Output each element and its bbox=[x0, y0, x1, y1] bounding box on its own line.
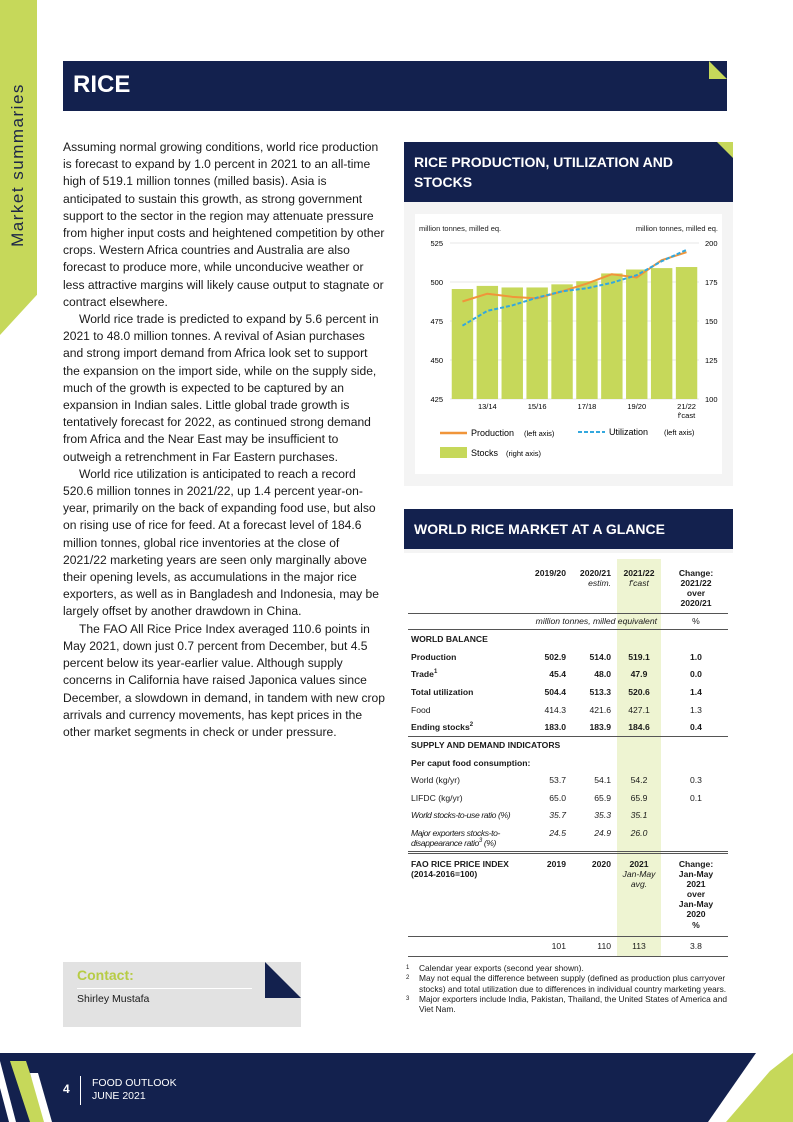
col-header-change: Change: bbox=[678, 568, 714, 578]
cell: 65.0 bbox=[549, 793, 566, 803]
col-header-2019: 2019/20 bbox=[534, 568, 566, 578]
bar-stocks bbox=[601, 273, 622, 399]
paragraph: Assuming normal growing conditions, world rice production is forecast to expand by 1.0 percent in 2021 to an all-time high of 519.1 million tonnes (milled basis). Asia is anticipated to sustain this growth, as strong government support to the sector in the region may attenuate pressure from higher input costs and heightened competition by other crops. Western Africa countries and Australia are also forecast to produce more, while unconducive weather or less attractive margins will likely cause output to stagnate or contract elsewhere. bbox=[63, 140, 385, 309]
left-tick-label: 475 bbox=[430, 317, 443, 326]
section-world-balance: WORLD BALANCE bbox=[411, 634, 488, 644]
cell: 54.2 bbox=[630, 775, 648, 785]
cell: 53.7 bbox=[549, 775, 566, 785]
left-tick-label: 450 bbox=[430, 356, 443, 365]
legend-stocks-swatch bbox=[440, 447, 467, 458]
table-title: WORLD RICE MARKET AT A GLANCE bbox=[414, 521, 665, 537]
footnotes bbox=[404, 963, 729, 1014]
cell: 1.3 bbox=[690, 705, 702, 715]
page-title: RICE bbox=[73, 71, 131, 98]
chart-panel bbox=[404, 142, 733, 486]
unit-pct: % bbox=[692, 616, 700, 626]
pi-change-l7: % bbox=[692, 920, 700, 930]
contact-heading: Contact: bbox=[77, 967, 134, 983]
bar-stocks bbox=[452, 289, 473, 399]
legend-stocks-axis: (right axis) bbox=[506, 449, 542, 458]
left-tick-label: 425 bbox=[430, 395, 443, 404]
bar-stocks bbox=[651, 268, 672, 399]
cell: 0.3 bbox=[690, 775, 702, 785]
table-panel bbox=[404, 509, 733, 1037]
publication-info bbox=[92, 1077, 177, 1103]
row-label: Food bbox=[411, 705, 431, 715]
bar-stocks bbox=[526, 287, 547, 399]
cell: 1.4 bbox=[690, 687, 702, 697]
paragraph: The FAO All Rice Price Index averaged 110.6 points in May 2021, down just 0.7 percent from December, but 4.5 percent below its year-earlier value. Although supply concerns in California have raised Japonica values since December, a slowdown in demand, in tandem with new crop arrivals and currency movements, has kept prices in the other market segments in check or under pressure. bbox=[63, 621, 385, 739]
cell: 35.1 bbox=[630, 810, 648, 820]
bar-stocks bbox=[477, 286, 498, 399]
pi-change: Change: bbox=[678, 859, 714, 869]
legend-utilization-axis: (left axis) bbox=[664, 428, 695, 437]
contact-box bbox=[63, 962, 301, 1027]
body-text bbox=[63, 139, 385, 741]
col-header-2020: 2020/21 bbox=[579, 568, 611, 578]
cell: 65.9 bbox=[594, 793, 611, 803]
legend-production-axis: (left axis) bbox=[524, 429, 555, 438]
right-tick-label: 150 bbox=[705, 317, 718, 326]
cell: 3.8 bbox=[690, 941, 702, 951]
cell: 502.9 bbox=[544, 652, 566, 662]
left-tick-label: 525 bbox=[430, 239, 443, 248]
left-tick-label: 500 bbox=[430, 278, 443, 287]
cell: 26.0 bbox=[630, 828, 648, 838]
cell: 45.4 bbox=[549, 669, 566, 679]
cell: 519.1 bbox=[628, 652, 650, 662]
right-tick-label: 200 bbox=[705, 239, 718, 248]
x-tick-label: 15/16 bbox=[527, 402, 547, 411]
col-header-2021: 2021/22 bbox=[623, 568, 655, 578]
pi-col-2021-sub2: avg. bbox=[630, 879, 648, 889]
col-header-change-l4: 2020/21 bbox=[680, 598, 712, 608]
cell: 54.1 bbox=[594, 775, 611, 785]
divider bbox=[77, 988, 252, 989]
pi-change-l3: 2021 bbox=[686, 879, 706, 889]
pi-col-2020: 2020 bbox=[591, 859, 611, 869]
cell: 514.0 bbox=[589, 652, 611, 662]
rice-chart bbox=[415, 214, 722, 474]
x-tick-label: 13/14 bbox=[477, 402, 497, 411]
pi-col-2019: 2019 bbox=[546, 859, 566, 869]
publication-title: FOOD OUTLOOK bbox=[92, 1077, 177, 1089]
pi-col-2021-sub: Jan-May bbox=[622, 869, 656, 879]
x-tick-label: 21/22 bbox=[677, 402, 696, 411]
publication-date: JUNE 2021 bbox=[92, 1090, 146, 1102]
bar-stocks bbox=[626, 270, 647, 399]
row-label: World stocks-to-use ratio (%) bbox=[411, 810, 511, 820]
pi-change-l4: over bbox=[686, 889, 706, 899]
col-subheader-fcast: f'cast bbox=[629, 578, 649, 588]
page-number: 4 bbox=[63, 1082, 70, 1096]
row-label: LIFDC (kg/yr) bbox=[411, 793, 463, 803]
bar-stocks bbox=[676, 267, 697, 399]
title-bar bbox=[63, 61, 727, 111]
chart-title: RICE PRODUCTION, UTILIZATION AND STOCKS bbox=[414, 154, 673, 190]
row-label-cont: disappearance ratio$^3$ (%) bbox=[411, 838, 496, 848]
cell: 35.7 bbox=[549, 810, 566, 820]
panel-corner-accent bbox=[717, 142, 733, 158]
pi-change-l5: Jan-May bbox=[678, 899, 714, 909]
row-label: Trade$^1$ bbox=[411, 669, 438, 679]
right-tick-label: 175 bbox=[705, 278, 718, 287]
divider bbox=[408, 956, 728, 957]
cell: 427.1 bbox=[628, 705, 650, 715]
left-axis-label: million tonnes, milled eq. bbox=[419, 224, 502, 233]
cell: 520.6 bbox=[628, 687, 650, 697]
col-header-change-l2: 2021/22 bbox=[680, 578, 712, 588]
bar-stocks bbox=[551, 284, 572, 399]
cell: 1.0 bbox=[690, 652, 702, 662]
paragraph: World rice utilization is anticipated to reach a record 520.6 million tonnes in 2021/22, up 1.4 percent year-on-year, primarily on the back of expanding food use, but also on rising use of rice for feed. At a forecast level of 184.6 million tonnes, global rice inventories at the close of 2021/22 marketing years are seen only marginally above their opening levels, as accumulations in the major rice exporters, as well as in Bangladesh and Indonesia, may be largely offset by another drawdown in China. bbox=[63, 466, 379, 619]
cell: 0.1 bbox=[690, 793, 702, 803]
footer-separator bbox=[80, 1076, 81, 1105]
price-index-label: FAO RICE PRICE INDEX bbox=[411, 859, 509, 869]
cell: 414.3 bbox=[544, 705, 566, 715]
pi-change-l6: 2020 bbox=[686, 909, 706, 919]
contact-name: Shirley Mustafa bbox=[77, 993, 150, 1005]
cell: 0.4 bbox=[690, 722, 702, 732]
row-label: Total utilization bbox=[411, 687, 474, 697]
table-panel-title bbox=[404, 509, 733, 549]
price-index-base: (2014-2016=100) bbox=[411, 869, 478, 879]
cell: 47.9 bbox=[630, 669, 648, 679]
footnote: 1 Calendar year exports (second year shown). bbox=[406, 963, 584, 973]
legend-stocks-label: Stocks bbox=[471, 448, 499, 458]
legend-production-label: Production bbox=[471, 428, 515, 438]
right-tick-label: 100 bbox=[705, 395, 718, 404]
row-label: Production bbox=[411, 652, 457, 662]
pi-col-2021: 2021 bbox=[629, 859, 649, 869]
chart-panel-title bbox=[404, 142, 733, 202]
cell: 0.0 bbox=[690, 669, 702, 679]
section-per-caput: Per caput food consumption: bbox=[411, 758, 531, 768]
chart-area bbox=[415, 214, 722, 474]
cell: 513.3 bbox=[589, 687, 611, 697]
cell: 24.9 bbox=[594, 828, 611, 838]
cell: 48.0 bbox=[594, 669, 611, 679]
col-subheader-estim: estim. bbox=[588, 578, 611, 588]
row-label: World (kg/yr) bbox=[411, 775, 461, 785]
cell: 113 bbox=[632, 941, 646, 951]
cell: 421.6 bbox=[589, 705, 611, 715]
cell: 35.3 bbox=[594, 810, 611, 820]
cell: 183.0 bbox=[544, 722, 566, 732]
row-label: Ending stocks$^2$ bbox=[411, 722, 474, 732]
unit-label: million tonnes, milled equivalent bbox=[535, 616, 657, 626]
pi-change-l2: Jan-May bbox=[678, 869, 714, 879]
section-indicators: SUPPLY AND DEMAND INDICATORS bbox=[411, 740, 561, 750]
footnote: 2 May not equal the difference between supply (defined as production plus carryover stocks) and total utilization due to differences in individual country marketing years. bbox=[406, 973, 727, 994]
divider bbox=[408, 936, 728, 937]
cell: 24.5 bbox=[549, 828, 566, 838]
cell: 110 bbox=[597, 941, 611, 951]
cell: 183.9 bbox=[589, 722, 611, 732]
bar-stocks bbox=[502, 287, 523, 399]
divider bbox=[408, 629, 728, 630]
cell: 504.4 bbox=[544, 687, 566, 697]
cell: 184.6 bbox=[628, 722, 650, 732]
footer bbox=[0, 1053, 793, 1122]
contact-corner-accent bbox=[265, 962, 301, 998]
row-label: Major exporters stocks-to- bbox=[411, 828, 500, 838]
col-header-change-l3: over bbox=[686, 588, 706, 598]
footnote: 3 Major exporters include India, Pakistan, Thailand, the United States of America and Viet Nam. bbox=[406, 993, 728, 1015]
legend-utilization-label: Utilization bbox=[609, 427, 649, 437]
cell: 101 bbox=[551, 941, 566, 951]
cell: 65.9 bbox=[630, 793, 648, 803]
x-tick-label: 17/18 bbox=[577, 402, 597, 411]
paragraph: World rice trade is predicted to expand by 5.6 percent in 2021 to 48.0 million tonnes. A revival of Asian purchases and strong import demand from Africa look set to support the expansion on the import side, while on the supply side, much of the growth is expected to be captured by an expansion in Indian sales. Little global trade growth is tentatively forecast for 2022, as continued strong demand from Africa and the Near East may be insufficient to outweigh a retrenchment in Far Eastern purchases. bbox=[63, 312, 379, 464]
section-label: Market summaries bbox=[8, 83, 27, 247]
divider bbox=[408, 613, 728, 614]
double-divider bbox=[408, 851, 728, 854]
right-tick-label: 125 bbox=[705, 356, 718, 365]
divider bbox=[408, 736, 728, 737]
bar-stocks bbox=[576, 281, 597, 399]
x-tick-label: 19/20 bbox=[627, 402, 647, 411]
x-tick-sublabel: f'cast bbox=[677, 411, 696, 420]
right-axis-label: million tonnes, milled eq. bbox=[635, 224, 718, 233]
